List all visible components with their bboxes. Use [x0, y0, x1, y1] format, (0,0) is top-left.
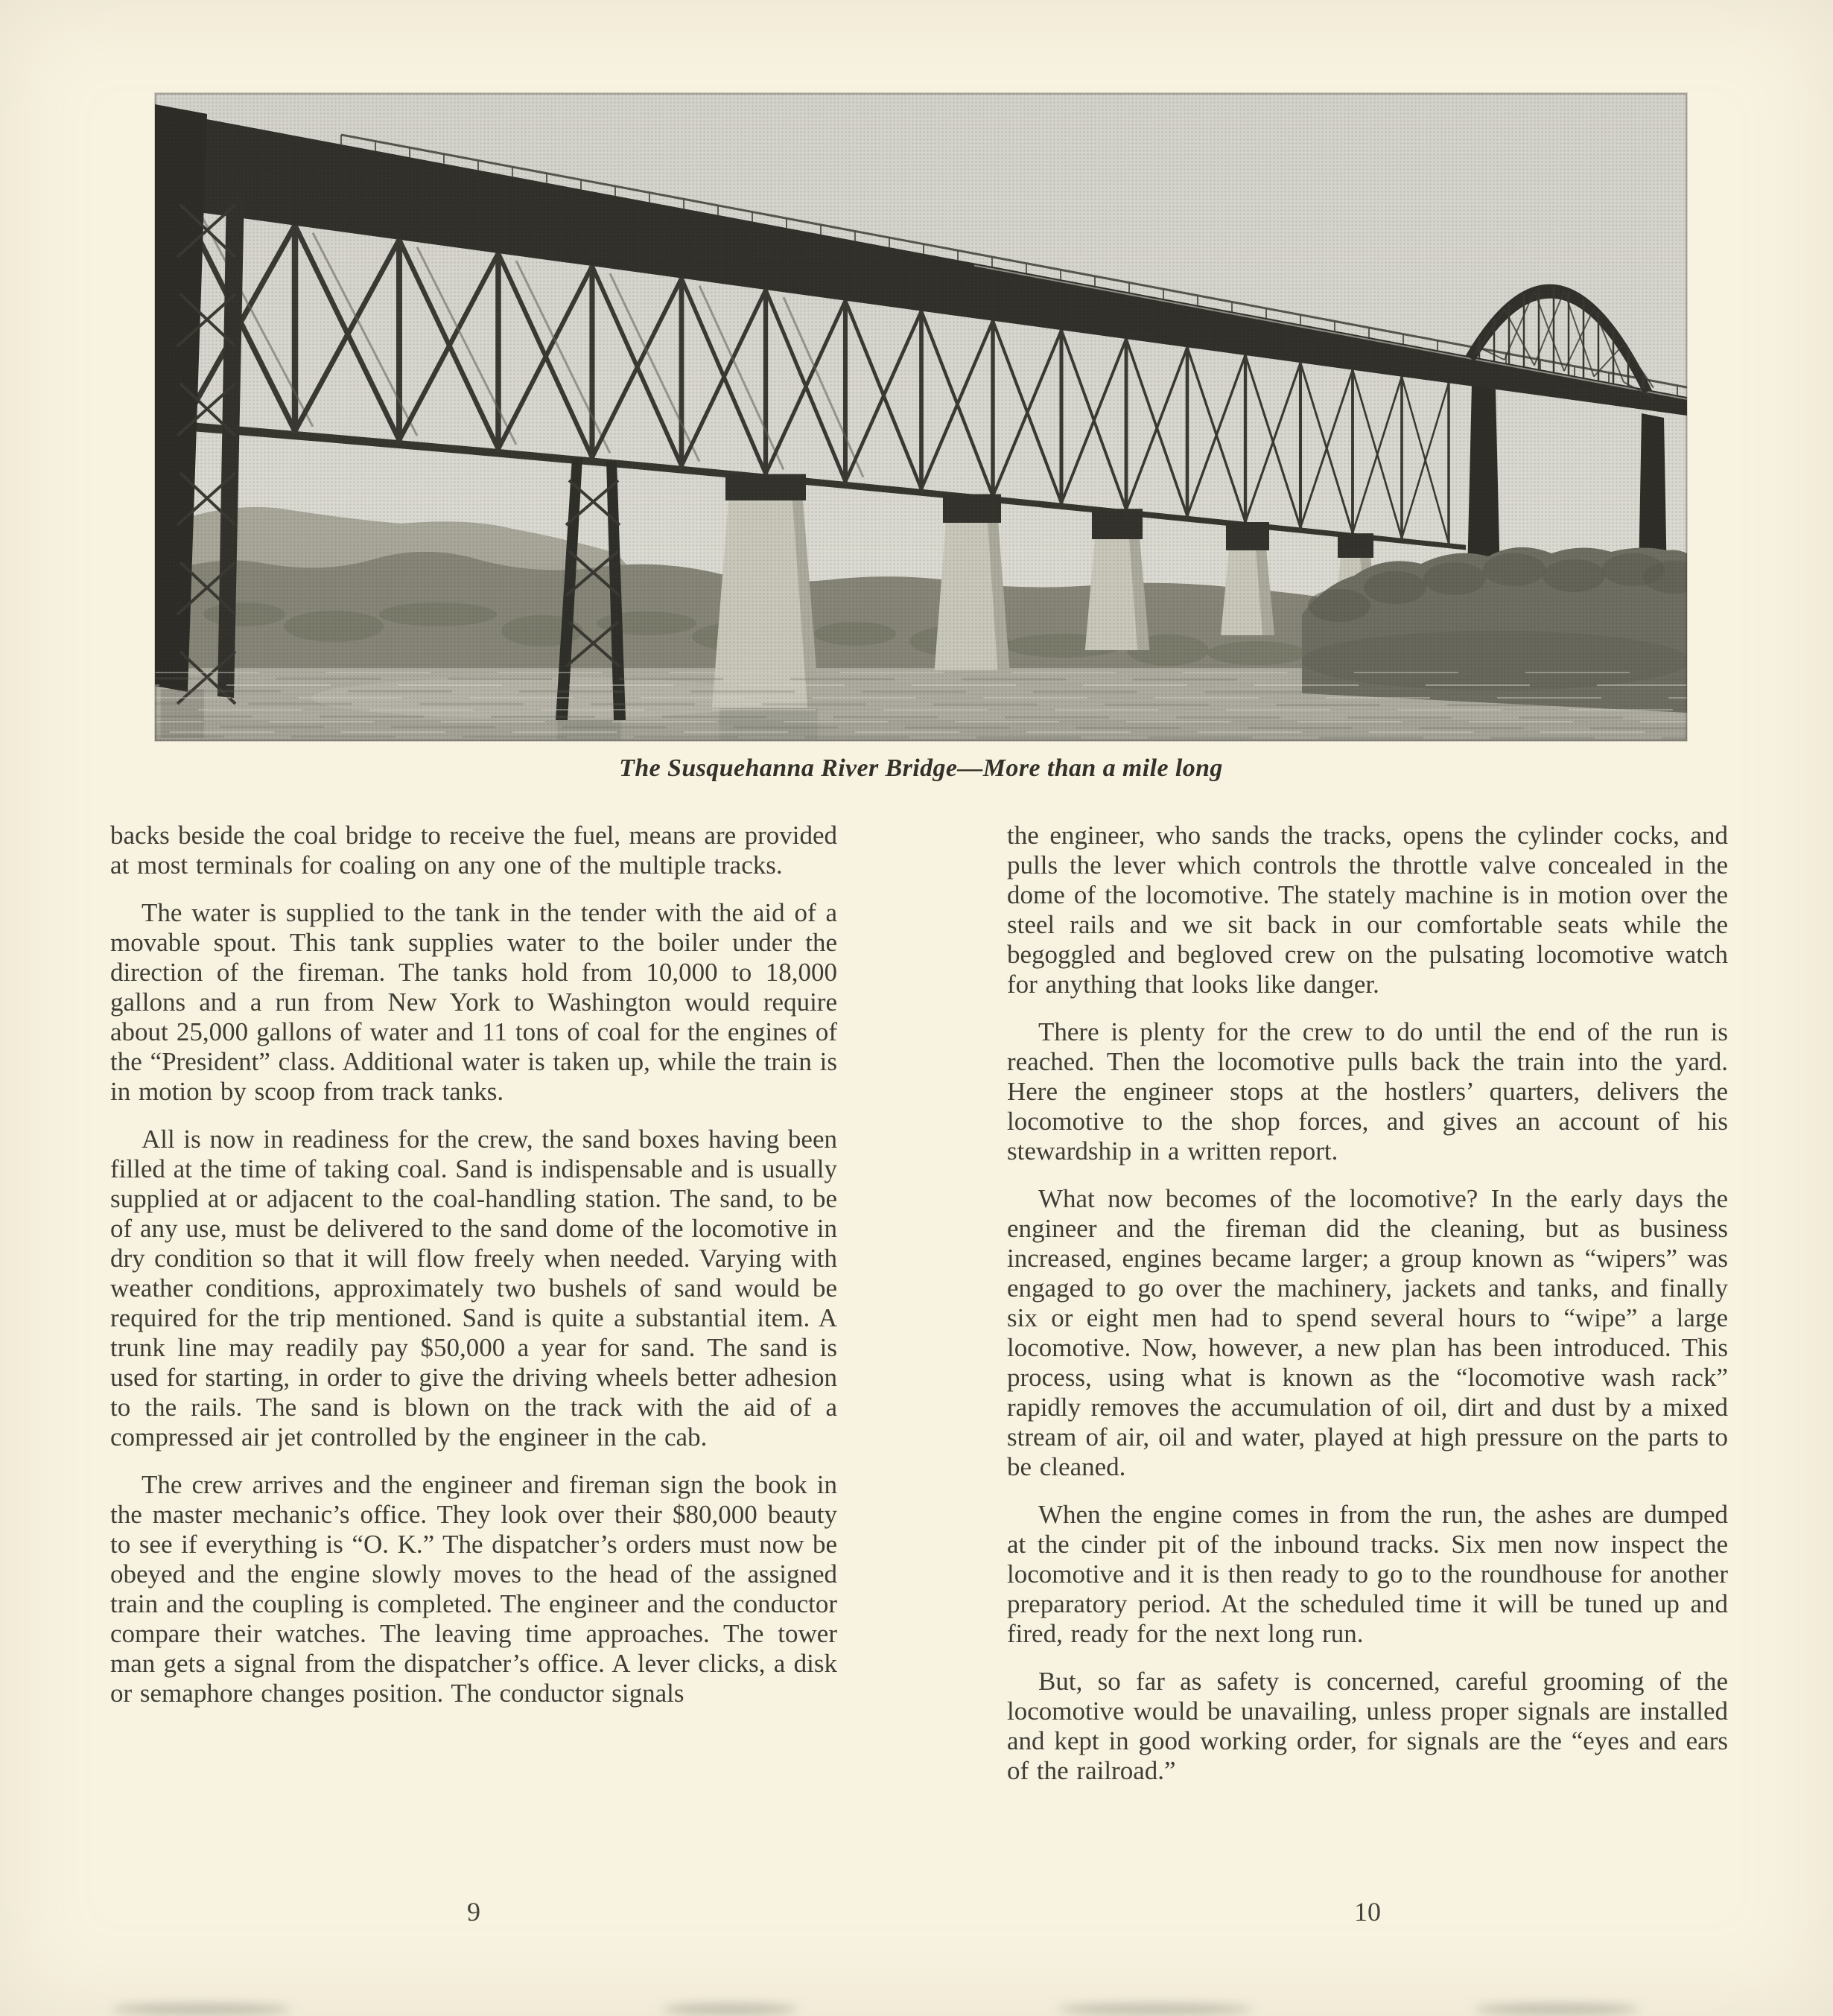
bridge-photo	[155, 93, 1687, 741]
paragraph: There is plenty for the crew to do until the end of the run is reached. Then the locomotive pulls back the train into the yard. Here the engineer stops at the hostlers’ quarters, delivers the locomotive to the shop forces, and gives an account of his stewardship in a written report.	[1007, 1017, 1728, 1166]
scan-smudge	[663, 2004, 797, 2015]
scan-smudge	[112, 2004, 290, 2015]
paragraph: The crew arrives and the engineer and fireman sign the book in the master mechanic’s office. They look over their $80,000 beauty to see if everything is “O. K.” The dispatcher’s orders must now be obeyed and the engine slowly moves to the head of the assigned train and the coupling is completed. The engineer and the conductor compare their watches. The leaving time approaches. The tower man gets a signal from the dispatcher’s office. A lever clicks, a disk or semaphore changes position. The conductor signals	[110, 1470, 837, 1708]
photo-caption: The Susquehanna River Bridge—More than a mile long	[619, 754, 1223, 782]
scan-smudge	[1058, 2004, 1251, 2015]
scan-smudge	[1475, 2004, 1639, 2015]
paragraph: The water is supplied to the tank in the tender with the aid of a movable spout. This tank supplies water to the boiler under the direction of the fireman. The tanks hold from 10,000 to 18,000 gallons and a run from New York to Washington would require about 25,000 gallons of water and 11 tons of coal for the engines of the “President” class. Additional water is taken up, while the train is in motion by scoop from track tanks.	[110, 898, 837, 1106]
paragraph: the engineer, who sands the tracks, opens the cylinder cocks, and pulls the lever which controls the throttle valve concealed in the dome of the locomotive. The stately machine is in motion over the steel rails and we sit back in our comfortable seats while the begoggled and begloved crew on the pulsating locomotive watch for anything that looks like danger.	[1007, 821, 1728, 999]
text-column-left	[110, 821, 837, 1726]
paragraph: When the engine comes in from the run, the ashes are dumped at the cinder pit of the inbound tracks. Six men now inspect the locomotive and it is then ready to go to the roundhouse for another preparatory period. At the scheduled time it will be tuned up and fired, ready for the next long run.	[1007, 1500, 1728, 1648]
paragraph: backs beside the coal bridge to receive the fuel, means are provided at most terminals for coaling on any one of the multiple tracks.	[110, 821, 837, 880]
paragraph: All is now in readiness for the crew, the sand boxes having been filled at the time of taking coal. Sand is indispensable and is usually supplied at or adjacent to the coal-handling station. The sand, to be of any use, must be delivered to the sand dome of the locomotive in dry condition so that it will flow freely when needed. Varying with weather conditions, approximately two bushels of sand would be required for the trip mentioned. Sand is quite a substantial item. A trunk line may readily pay $50,000 a year for sand. The sand is used for starting, in order to give the driving wheels better adhesion to the rails. The sand is blown on the track with the aid of a compressed air jet controlled by the engineer in the cab.	[110, 1125, 837, 1451]
paragraph: What now becomes of the locomotive? In the early days the engineer and the fireman did the cleaning, but as business increased, engines became larger; a group known as “wipers” was engaged to go over the machinery, jackets and tanks, and finally six or eight men had to spend several hours to “wipe” a large locomotive. Now, however, a new plan has been introduced. This process, using what is known as the “locomotive wash rack” rapidly removes the accumulation of oil, dirt and dust by a mixed stream of air, oil and water, played at high pressure on the parts to be cleaned.	[1007, 1184, 1728, 1481]
text-column-right	[1007, 821, 1728, 1804]
bridge-photo-illustration	[155, 93, 1687, 741]
paragraph: But, so far as safety is concerned, careful grooming of the locomotive would be unavailing, unless proper signals are installed and kept in good working order, for signals are the “eyes and ears of the railroad.”	[1007, 1667, 1728, 1785]
page-number-left: 9	[467, 1897, 480, 1927]
page-number-right: 10	[1354, 1897, 1381, 1927]
